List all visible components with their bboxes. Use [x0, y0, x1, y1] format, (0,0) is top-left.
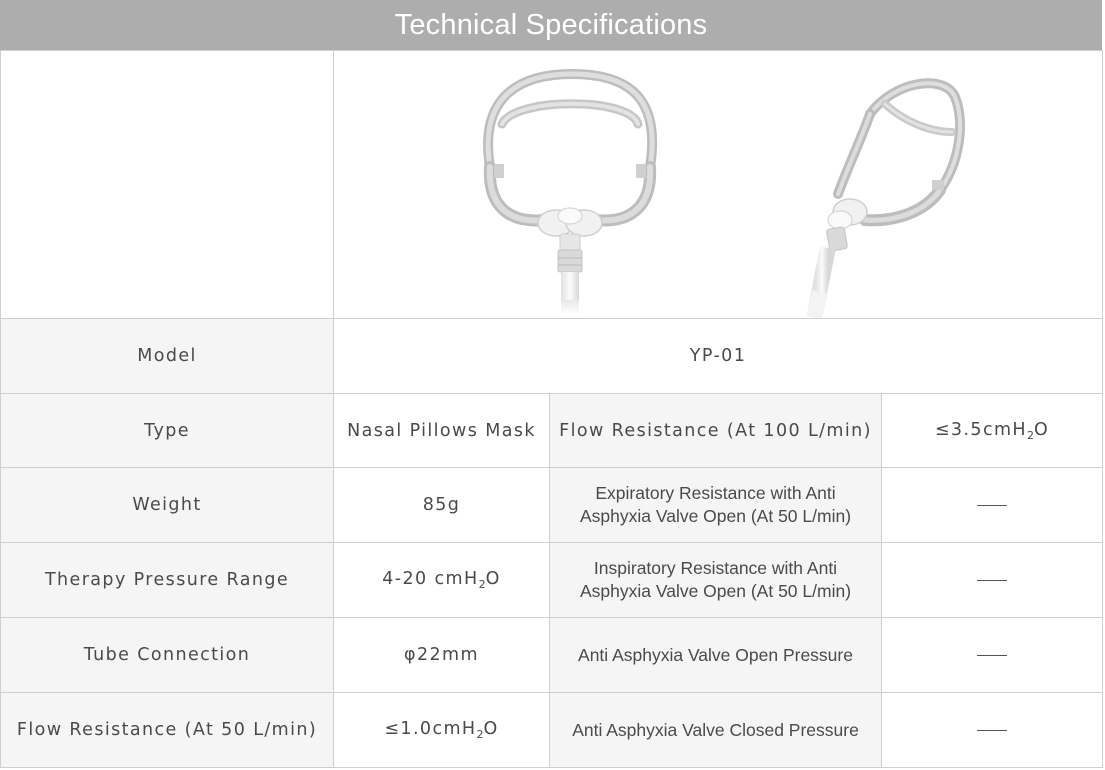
row-label-weight: Weight [1, 468, 334, 543]
therapy-pressure-value: 4-20 cmH$_2$O [334, 543, 550, 618]
row-label-inspiratory-resistance: Inspiratory Resistance with Anti Asphyxia Valve Open (At 50 L/min) [550, 543, 882, 618]
dash-mark [977, 730, 1007, 731]
flow-resistance-100-value: ≤3.5cmH$_2$O [882, 394, 1103, 468]
table-row [1, 468, 1103, 543]
table-row [1, 543, 1103, 618]
row-label-flow-resistance-100: Flow Resistance (At 100 L/min) [550, 394, 882, 468]
spec-table [0, 50, 1103, 768]
weight-value: 85g [334, 468, 550, 543]
row-label-flow-resistance-50: Flow Resistance (At 50 L/min) [1, 693, 334, 768]
product-image [334, 51, 1103, 319]
dash-mark [977, 580, 1007, 581]
row-label-valve-closed-pressure: Anti Asphyxia Valve Closed Pressure [550, 693, 882, 768]
dash-mark [977, 655, 1007, 656]
image-row [1, 51, 1103, 319]
row-label-therapy-pressure: Therapy Pressure Range [1, 543, 334, 618]
row-label-type: Type [1, 394, 334, 468]
mask-front-view [488, 74, 652, 220]
row-label-valve-open-pressure: Anti Asphyxia Valve Open Pressure [550, 618, 882, 693]
table-row [1, 693, 1103, 768]
mask-side-cushion [814, 199, 867, 318]
table-row [1, 394, 1103, 468]
row-label-expiratory-resistance: Expiratory Resistance with Anti Asphyxia Valve Open (At 50 L/min) [550, 468, 882, 543]
valve-closed-pressure-value [882, 693, 1103, 768]
type-value: Nasal Pillows Mask [334, 394, 550, 468]
mask-front-cushion [538, 208, 602, 314]
row-label-tube-connection: Tube Connection [1, 618, 334, 693]
inspiratory-resistance-value [882, 543, 1103, 618]
expiratory-resistance-value [882, 468, 1103, 543]
model-value: YP-01 [334, 319, 1103, 394]
empty-cell [1, 51, 334, 319]
valve-open-pressure-value [882, 618, 1103, 693]
dash-mark [977, 505, 1007, 506]
row-label-model: Model [1, 319, 334, 394]
table-row [1, 319, 1103, 394]
table-row [1, 618, 1103, 693]
flow-resistance-50-value: ≤1.0cmH$_2$O [334, 693, 550, 768]
page-title: Technical Specifications [0, 0, 1102, 50]
tube-connection-value: φ22mm [334, 618, 550, 693]
mask-illustration [340, 52, 1105, 318]
